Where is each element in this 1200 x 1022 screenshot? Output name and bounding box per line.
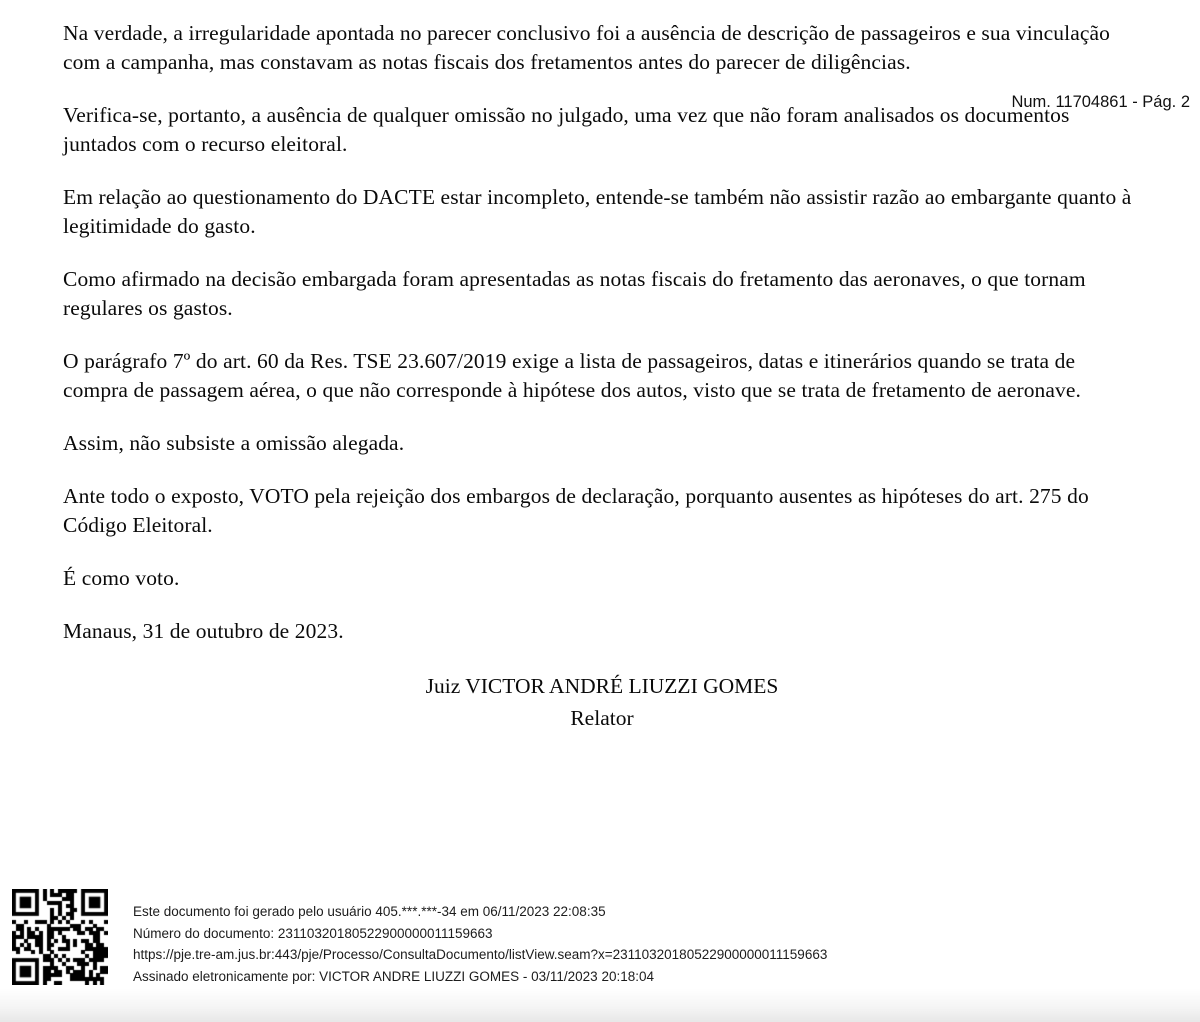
page-number: Num. 11704861 - Pág. 2 [1011,93,1190,111]
footer-generated-by-line: Este documento foi gerado pelo usuário 405.***.***-34 em 06/11/2023 22:08:35 [133,904,606,919]
footer-verification-url-line: https://pje.tre-am.jus.br:443/pje/Processo/ConsultaDocumento/listView.seam?x=23110320180522900000011159663 [133,947,828,962]
footer-signed-by-line: Assinado eletronicamente por: VICTOR ANDRE LIUZZI GOMES - 03/11/2023 20:18:04 [133,968,654,984]
document-footer [0,880,1200,1022]
paragraph-8: É como voto. [63,566,180,590]
paragraph-2: Verifica-se, portanto, a ausência de qualquer omissão no julgado, uma vez que não foram analisados os documentos juntados com o recurso eleitoral. [63,103,1070,156]
paragraph-7: Ante todo o exposto, VOTO pela rejeição dos embargos de declaração, porquanto ausentes as hipóteses do art. 275 do Código Eleitoral. [63,484,1089,537]
paragraph-3: Em relação ao questionamento do DACTE estar incompleto, entende-se também não assistir razão ao embargante quanto à legitimidade do gasto. [63,185,1132,238]
signature-name: Juiz VICTOR ANDRÉ LIUZZI GOMES [425,674,779,698]
signature-role: Relator [570,706,634,730]
footer-document-number-line: Número do documento: 23110320180522900000011159663 [133,925,493,941]
paragraph-1: Na verdade, a irregularidade apontada no parecer conclusivo foi a ausência de descrição de passageiros e sua vinculação com a campanha, mas constavam as notas fiscais dos fretamentos antes do parecer de diligências. [63,21,1110,74]
paragraph-6: Assim, não subsiste a omissão alegada. [63,431,405,455]
qr-code-icon [12,889,108,985]
paragraph-4: Como afirmado na decisão embargada foram apresentadas as notas fiscais do fretamento das aeronaves, o que tornam regulares os gastos. [63,267,1086,320]
signature-block [63,670,1141,734]
paragraph-9: Manaus, 31 de outubro de 2023. [63,619,344,643]
footer-metadata [133,901,827,987]
paragraph-5: O parágrafo 7º do art. 60 da Res. TSE 23.607/2019 exige a lista de passageiros, datas e itinerários quando se trata de compra de passagem aérea, o que não corresponde à hipótese dos autos, visto que se trata de fretamento de aeronave. [63,349,1082,402]
